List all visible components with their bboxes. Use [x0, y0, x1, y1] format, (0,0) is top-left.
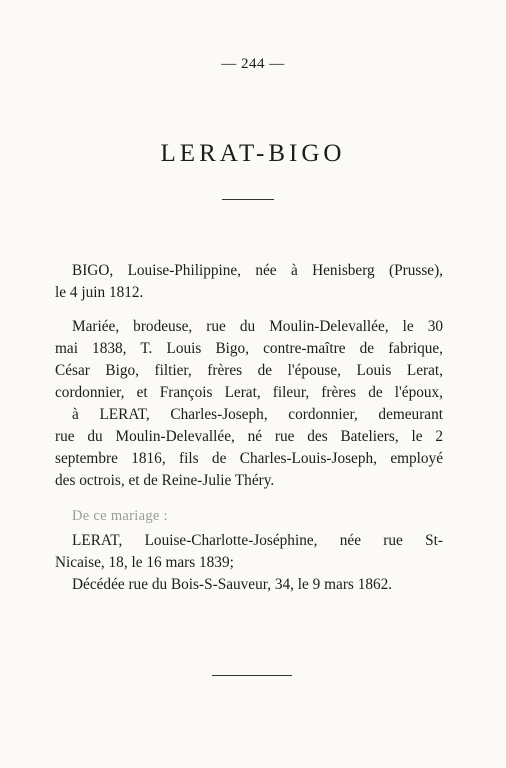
- spouse-paragraph: [55, 404, 443, 492]
- text-line: Mariée, brodeuse, rue du Moulin-Delevallée, le 30: [72, 318, 443, 335]
- text-line: cordonnier, et François Lerat, fileur, frères de l'époux,: [55, 384, 443, 401]
- death-paragraph: [55, 574, 443, 596]
- child-paragraph: [55, 530, 443, 574]
- text-line: César Bigo, filtier, frères de l'épouse, Louis Lerat,: [55, 362, 443, 379]
- page-number: — 244 —: [221, 56, 285, 72]
- children-heading: [55, 505, 443, 527]
- text-line: BIGO, Louise-Philippine, née à Henisberg (Prusse),: [72, 262, 443, 279]
- footer-divider: [212, 675, 292, 676]
- text-line: Décédée rue du Bois-S-Sauveur, 34, le 9 mars 1862.: [72, 576, 393, 593]
- text-line: LERAT, Louise-Charlotte-Joséphine, née rue St-: [72, 532, 443, 549]
- birth-paragraph: [55, 260, 443, 304]
- text-line: rue du Moulin-Delevallée, né rue des Bateliers, le 2: [55, 428, 443, 445]
- page-title: LERAT-BIGO: [160, 140, 346, 167]
- marriage-paragraph: [55, 316, 443, 404]
- text-line: des octrois, et de Reine-Julie Théry.: [55, 472, 275, 489]
- text-line: le 4 juin 1812.: [55, 284, 144, 301]
- text-line: De ce mariage :: [72, 508, 168, 524]
- text-line: à LERAT, Charles-Joseph, cordonnier, demeurant: [72, 406, 443, 423]
- title-divider: [222, 199, 274, 200]
- text-line: Nicaise, 18, le 16 mars 1839;: [55, 554, 234, 571]
- text-line: mai 1838, T. Louis Bigo, contre-maître de fabrique,: [55, 340, 443, 357]
- text-line: septembre 1816, fils de Charles-Louis-Joseph, employé: [55, 450, 443, 467]
